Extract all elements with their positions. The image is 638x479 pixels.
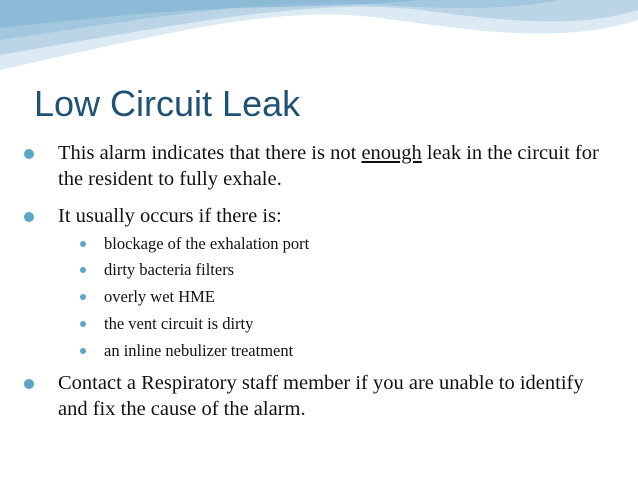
header-wave-decoration bbox=[0, 0, 638, 80]
sub-bullet-dot-icon bbox=[80, 267, 86, 273]
bullet-dot-icon bbox=[24, 212, 34, 222]
bullet-dot-icon bbox=[24, 379, 34, 389]
bullet-text: This alarm indicates that there is not enough leak in the circuit for the resident to fully exhale. bbox=[58, 142, 599, 190]
bullet-text: Contact a Respiratory staff member if you are unable to identify and fix the cause of the alarm. bbox=[58, 372, 594, 420]
bullet-text: It usually occurs if there is: bbox=[58, 205, 282, 227]
emphasis-enough: enough bbox=[361, 142, 422, 164]
bullet-dot-icon bbox=[24, 149, 34, 159]
sub-bullet-dot-icon bbox=[80, 241, 86, 247]
sub-bullet-dot-icon bbox=[80, 348, 86, 354]
slide-title: Low Circuit Leak bbox=[34, 83, 301, 124]
sub-bullet-dot-icon bbox=[80, 321, 86, 327]
sub-bullet-dot-icon bbox=[80, 294, 86, 300]
slide: Low Circuit Leak This alarm indicates that there is not enough leak in the circuit for the resident to fully exhale. It usually occurs if there is: blockage of the exhalation port dirty bacteria filters overly wet HME the vent circuit is dirty an inline nebulizer treatment Contact a Respiratory staff member if you are unable to identify and fix the cause of the alarm. bbox=[0, 0, 638, 479]
